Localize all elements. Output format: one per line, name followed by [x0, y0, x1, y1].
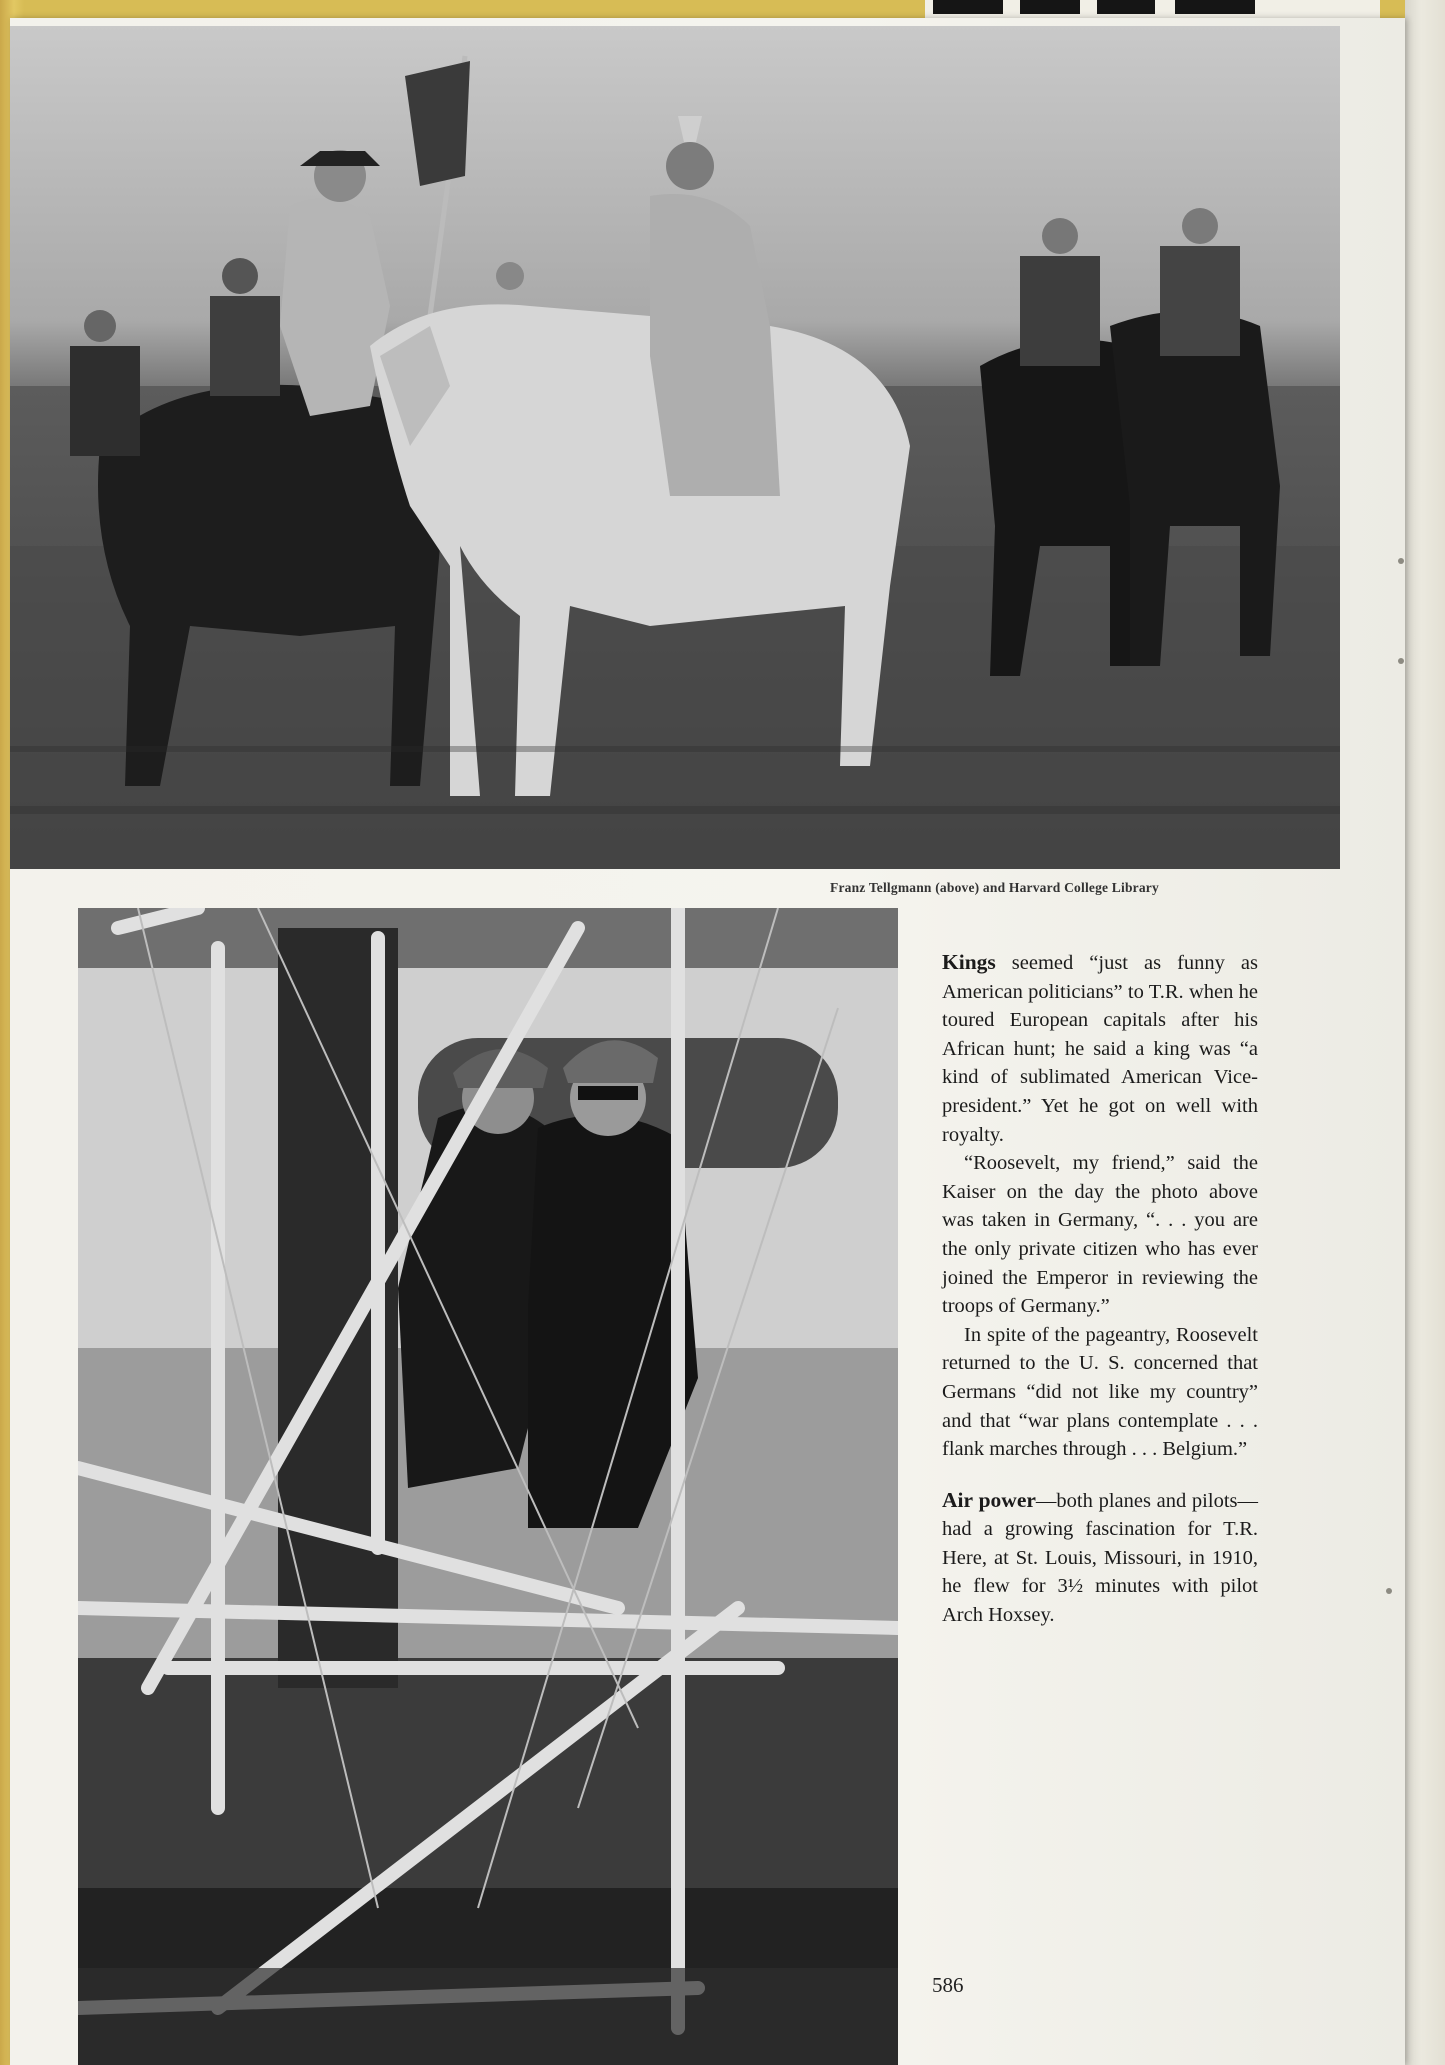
air-power-body: —both planes and pilots—had a growing fascination for T.R. Here, at St. Louis, Missouri, in 1910, he flew for 3½ minutes with pilot Arch Hoxsey.: [942, 1489, 1258, 1627]
photo-review-troops: [10, 26, 1340, 869]
photo-credit: Franz Tellgmann (above) and Harvard College Library: [830, 880, 1159, 895]
photo-biplane: [78, 908, 898, 2065]
photo-review-troops-icon: [10, 26, 1340, 869]
magazine-page: [10, 18, 1405, 2065]
page-edge: [1405, 0, 1445, 2065]
paragraph-air-power: [942, 1486, 1258, 1630]
lead-kings: Kings: [942, 950, 996, 974]
page-mark: [1398, 558, 1404, 564]
page-mark: [1398, 658, 1404, 664]
page-number: 586: [932, 1973, 964, 1997]
paragraph-kings: [942, 948, 1258, 1149]
photo-biplane-icon: [78, 908, 898, 2065]
page-mark: [1386, 1588, 1392, 1594]
kings-body: seemed “just as funny as American politicians” to T.R. when he toured European capitals after his African hunt; he said a king was “a kind of sublimated American Vice-president.” Yet he got on well with royalty.: [942, 952, 1258, 1146]
paragraph-pageantry: In spite of the pageantry, Roosevelt returned to the U. S. concerned that Germans “did not like my country” and that “war plans contemplate . . . flank marches through . . . Belgium.”: [942, 1323, 1258, 1461]
paragraph-kaiser: “Roosevelt, my friend,” said the Kaiser on the day the photo above was taken in Germany, “. . . you are the only private citizen who has ever joined the Emperor in reviewing the troops of Germany.”: [942, 1152, 1258, 1318]
article-text: [942, 948, 1258, 1630]
lead-air-power: Air power: [942, 1487, 1036, 1512]
